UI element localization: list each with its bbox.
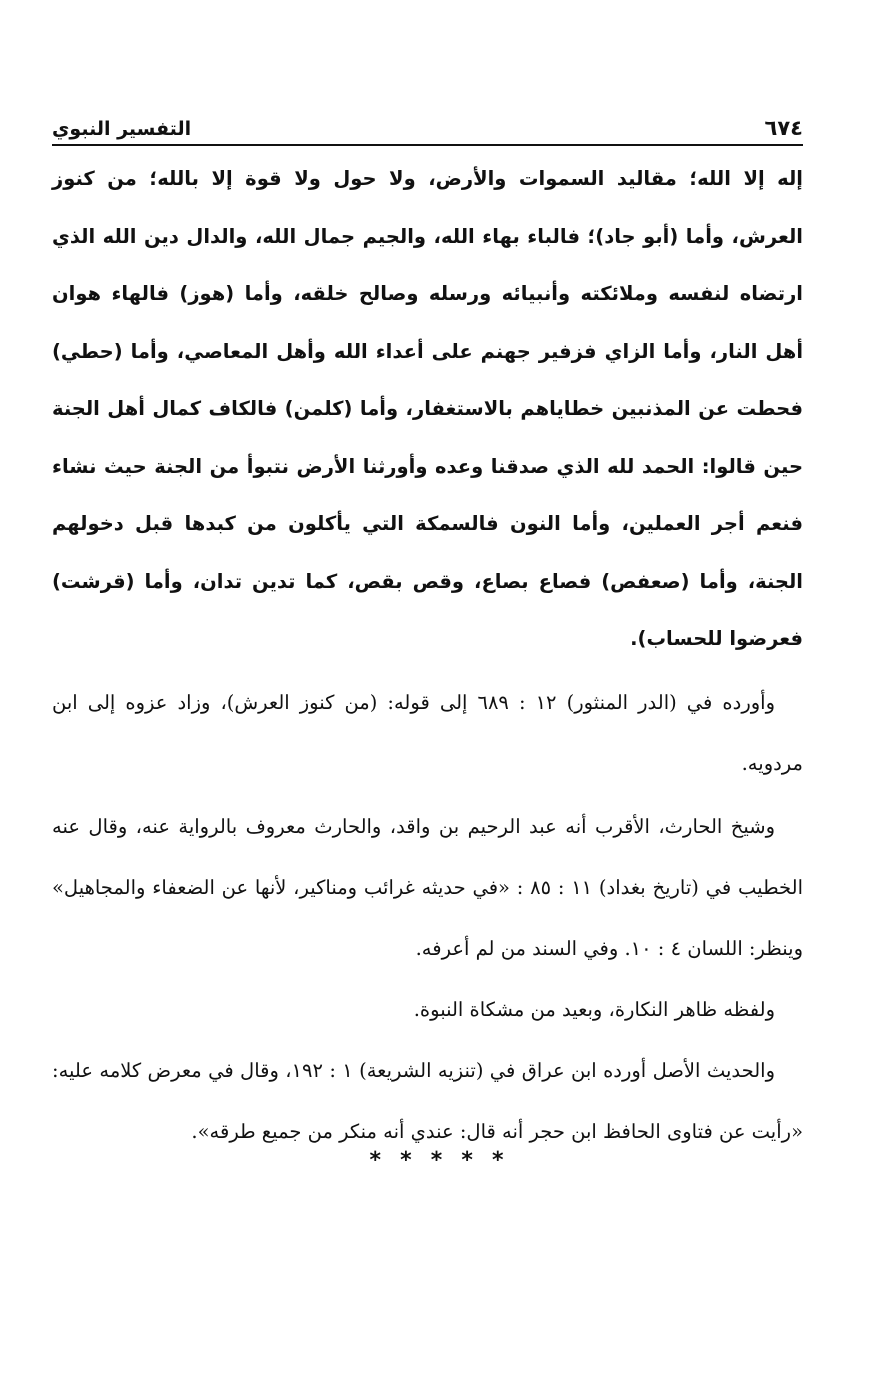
separator-star: * — [430, 1148, 443, 1173]
separator-star: * — [461, 1148, 473, 1173]
paragraph-tanzih-sharia: والحديث الأصل أورده ابن عراق في (تنزيه الشريعة) ١ : ١٩٢، وقال في معرض كلامه عليه: «رأيت عن فتاوى الحافظ ابن حجر أنه قال: عندي أنه منكر من جميع طرقه». — [52, 1058, 803, 1143]
continued-quotation: إله إلا الله؛ مقاليد السموات والأرض، ولا حول ولا قوة إلا بالله؛ من كنوز العرش، وأما (أبو جاد)؛ فالباء بهاء الله، والجيم جمال الله، والدال دين الله الذي ارتضاه لنفسه وملائكته وأنبيائه ورسله وصالح خلقه، وأما (هوز) فالهاء هوان أهل النار، وأما الزاي فزفير جهنم على أعداء الله وأهل المعاصي، وأما (حطي) فحطت عن المذنبين خطاياهم بالاستغفار، وأما (كلمن) فالكاف كمال أهل الجنة حين قالوا: الحمد لله الذي صدقنا وعده وأورثنا الأرض نتبوأ من الجنة حيث نشاء فنعم أجر العملين، وأما النون فالسمكة التي يأكلون من كبدها قبل دخولهم الجنة، وأما (صعفص) فصاع بصاع، وقص بقص، كما تدين تدان، وأما (قرشت) فعرضوا للحساب). — [52, 167, 803, 650]
separator-star: * — [491, 1148, 504, 1173]
paragraph-durr-manthur: وأورده في (الدر المنثور) ١٢ : ٦٨٩ إلى قوله: (من كنوز العرش)، وزاد عزوه إلى ابن مردويه. — [52, 690, 803, 775]
paragraph-shaykh-harith: وشيخ الحارث، الأقرب أنه عبد الرحيم بن واقد، والحارث معروف بالرواية عنه، وقال عنه الخطيب في (تاريخ بغداد) ١١ : ٨٥ : «في حديثه غرائب ومناكير، لأنها عن الضعفاء والمجاهيل» وينظر: اللسان ٤ : ١٠. وفي السند من لم أعرفه. — [52, 814, 804, 960]
separator-star: * — [369, 1148, 382, 1173]
body-text — [52, 150, 803, 1162]
section-separator — [0, 1148, 873, 1173]
running-title: التفسير النبوي — [52, 118, 192, 140]
running-header — [52, 112, 803, 146]
separator-star: * — [400, 1148, 412, 1173]
paragraph-nakara: ولفظه ظاهر النكارة، وبعيد من مشكاة النبوة. — [413, 997, 775, 1021]
page-number: ٦٧٤ — [764, 116, 803, 140]
